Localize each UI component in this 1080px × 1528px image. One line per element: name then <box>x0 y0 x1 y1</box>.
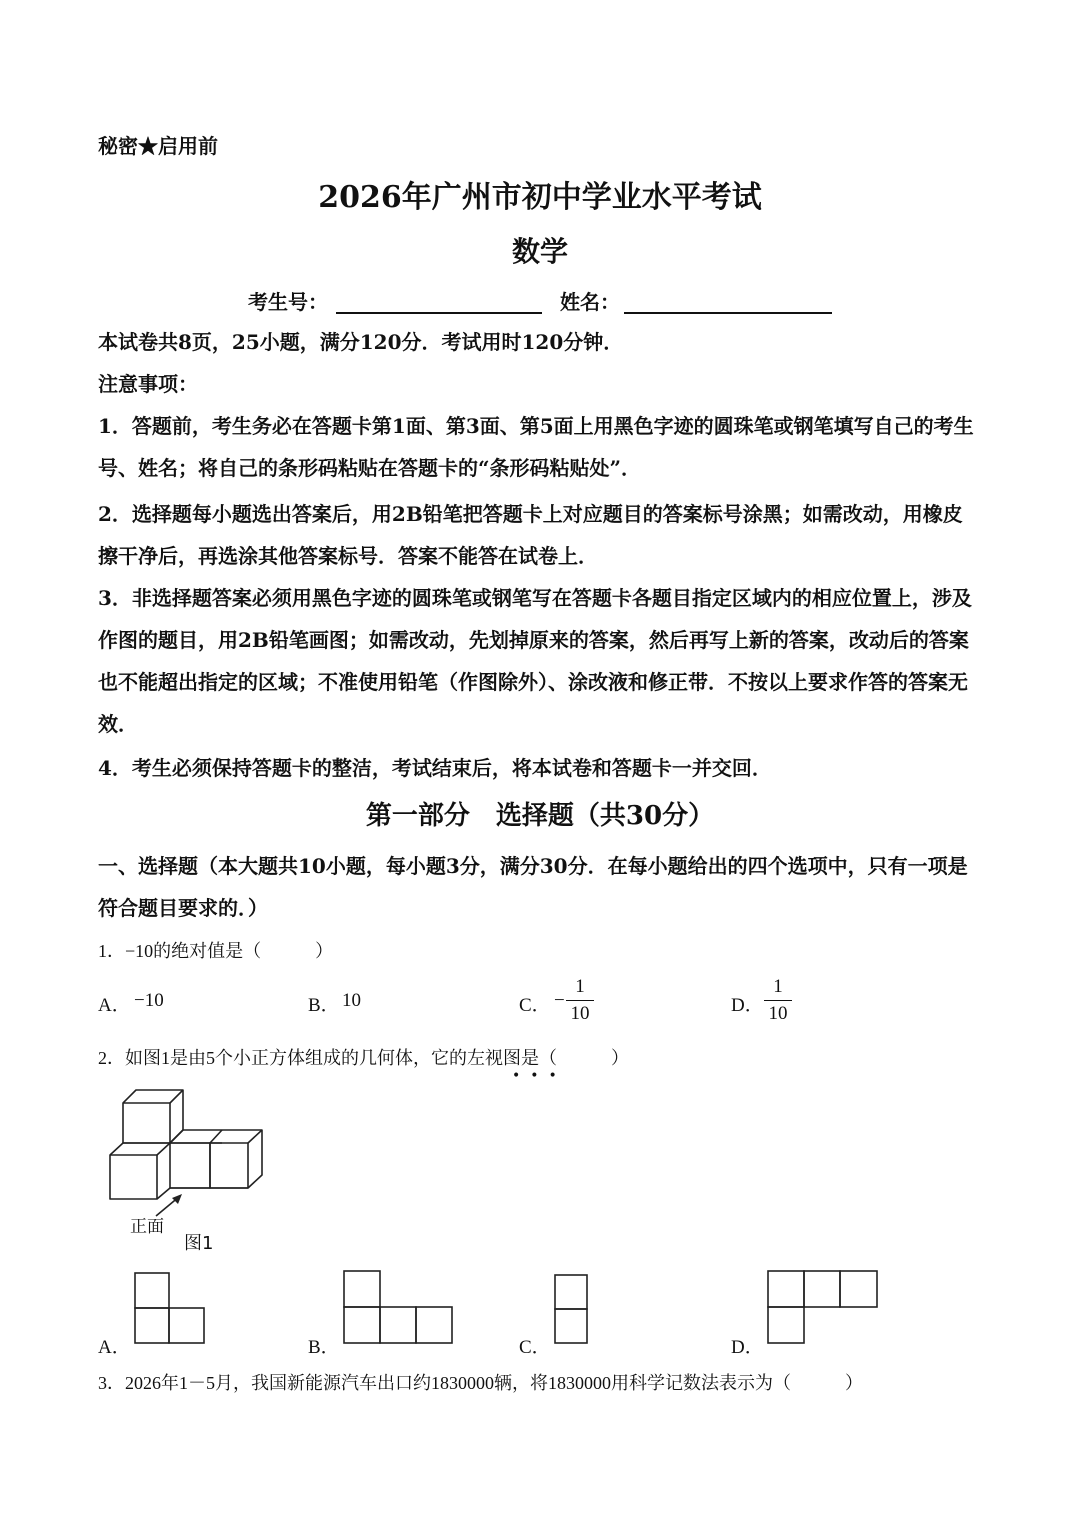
q1-option-b-letter: B． <box>308 995 340 1016</box>
question-3-stem: 3．2026年1－5月，我国新能源汽车出口约1830000辆，将1830000用科学记数法表示为（ ） <box>98 1373 863 1393</box>
question-2-stem: 2．如图1是由5个小正方体组成的几何体，它的左视图是（ ） <box>98 1048 629 1068</box>
q1-option-d-fraction <box>764 976 792 1025</box>
figure-1-solid <box>100 1085 270 1205</box>
subject-title: 数学 <box>511 235 568 268</box>
q1-option-c-denominator: 10 <box>570 1003 590 1024</box>
exam-title: 2026年广州市初中学业水平考试 <box>318 180 762 215</box>
figure-1-caption: 图1 <box>184 1233 214 1254</box>
q1-option-d-numerator: 1 <box>773 976 783 997</box>
student-id-label: 考生号： <box>248 290 328 314</box>
notice-title: 注意事项： <box>98 372 198 396</box>
section-instruction: 一、选择题（本大题共10小题，每小题3分，满分30分．在每小题给出的四个选项中，只有一项是符合题目要求的．） <box>98 854 968 920</box>
q1-option-b-value: 10 <box>342 990 361 1011</box>
fraction-bar <box>566 1000 594 1001</box>
q1-option-d-denominator: 10 <box>768 1003 788 1024</box>
q2-option-d-view <box>767 1270 879 1344</box>
q1-option-d-letter: D． <box>731 995 764 1016</box>
q2-option-a-view <box>134 1272 206 1344</box>
q2-option-d-letter: D． <box>731 1337 764 1358</box>
q1-option-c-letter: C． <box>519 995 551 1016</box>
notice-item-2: 2．选择题每小题选出答案后，用2B铅笔把答题卡上对应题目的答案标号涂黑；如需改动，用橡皮擦干净后，再选涂其他答案标号．答案不能答在试卷上． <box>98 502 963 568</box>
exam-intro: 本试卷共8页，25小题，满分120分．考试用时120分钟． <box>98 330 624 354</box>
notice-item-4: 4．考生必须保持答题卡的整洁，考试结束后，将本试卷和答题卡一并交回． <box>98 756 772 780</box>
notice-item-3: 3．非选择题答案必须用黑色字迹的圆珠笔或钢笔写在答题卡各题目指定区域内的相应位置上，涉及作图的题目，用2B铅笔画图；如需改动，先划掉原来的答案，然后再写上新的答案，改动后的答案也不能超出指定的区域；不准使用铅笔（作图除外）、涂改液和修正带．不按以上要求作答的答案无效． <box>98 586 972 736</box>
section-title: 第一部分 选择题（共30分） <box>365 801 715 831</box>
fraction-bar <box>764 1000 792 1001</box>
notice-item-1: 1．答题前，考生务必在答题卡第1面、第3面、第5面上用黑色字迹的圆珠笔或钢笔填写自己的考生号、姓名；将自己的条形码粘贴在答题卡的“条形码粘贴处”． <box>98 414 974 480</box>
q2-option-b-view <box>343 1270 453 1344</box>
confidential-mark: 秘密★启用前 <box>98 134 218 158</box>
q2-option-c-view <box>554 1274 590 1344</box>
q1-option-c-sign: − <box>554 990 565 1011</box>
student-id-blank[interactable] <box>336 312 542 314</box>
q2-option-b-letter: B． <box>308 1337 340 1358</box>
name-blank[interactable] <box>624 312 832 314</box>
q2-option-c-letter: C． <box>519 1337 551 1358</box>
q1-option-c-fraction <box>566 976 594 1025</box>
front-label: 正面 <box>130 1217 164 1237</box>
name-label: 姓名： <box>560 290 620 314</box>
q2-option-a-letter: A． <box>98 1337 131 1358</box>
question-1-stem: 1．−10的绝对值是（ ） <box>98 941 334 961</box>
q1-option-a-value: −10 <box>134 990 164 1011</box>
q1-option-c-numerator: 1 <box>575 976 585 997</box>
emphasis-dots: ••• <box>512 1068 567 1084</box>
q1-option-a-letter: A． <box>98 995 131 1016</box>
